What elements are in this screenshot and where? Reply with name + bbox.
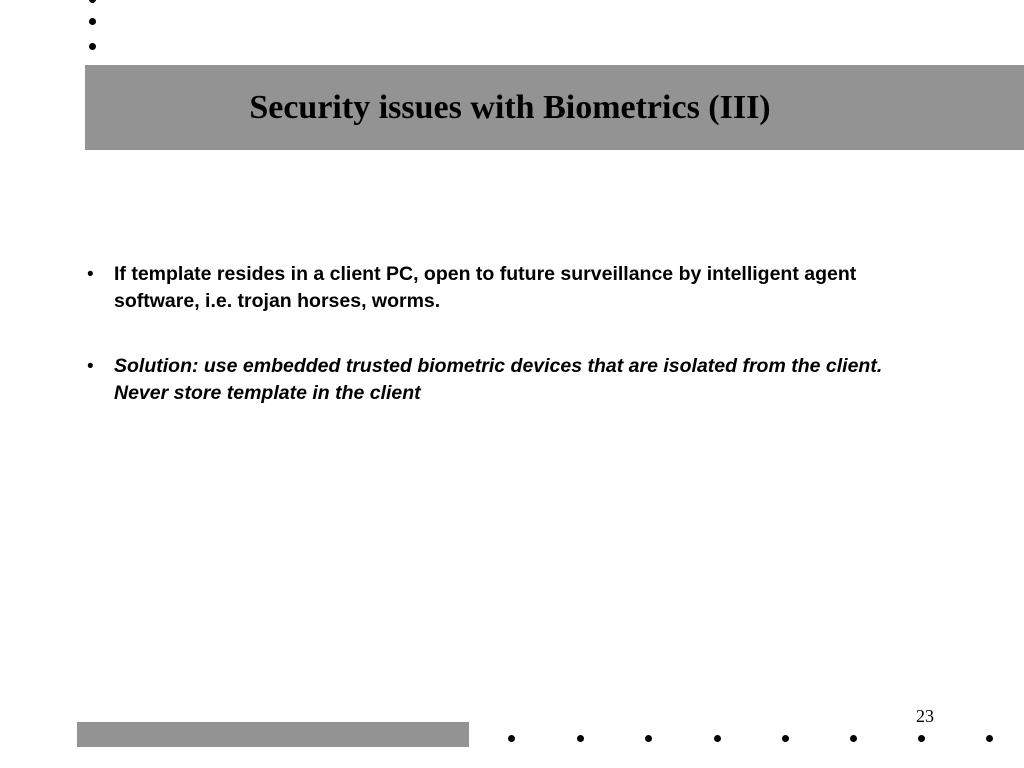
- decorative-dot: [918, 735, 925, 742]
- decorative-dot: [645, 735, 652, 742]
- bullet-marker: •: [87, 264, 94, 285]
- decorative-dot: [89, 43, 96, 50]
- bullet-text: If template resides in a client PC, open to future surveillance by intelligent agent software, i.e. trojan horses, worms.: [114, 263, 857, 312]
- decorative-dot: [782, 735, 789, 742]
- page-number: 23: [916, 706, 934, 726]
- bullet-list: [85, 261, 925, 445]
- title-bar: [85, 65, 1024, 150]
- slide-title: Security issues with Biometrics (III): [249, 89, 771, 126]
- decorative-dot: [986, 735, 993, 742]
- bullet-marker: •: [87, 356, 94, 377]
- decorative-dot: [89, 0, 96, 3]
- decorative-dot: [89, 18, 96, 25]
- bullet-item: [85, 353, 925, 407]
- decorative-dot: [714, 735, 721, 742]
- decorative-dot: [577, 735, 584, 742]
- decorative-dot: [850, 735, 857, 742]
- bullet-text: Solution: use embedded trusted biometric devices that are isolated from the client. Never store template in the client: [114, 355, 883, 404]
- footer-dot-row: [0, 735, 1024, 745]
- decorative-dot: [508, 735, 515, 742]
- bullet-item: [85, 261, 925, 315]
